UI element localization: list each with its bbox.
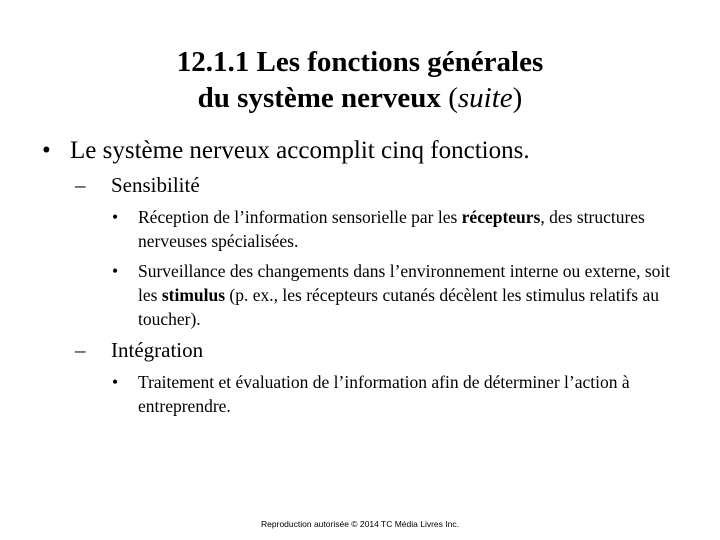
dash-icon: – [75,338,86,362]
main-bullet-text: Le système nerveux accomplit cinq fonctions. [70,137,530,164]
bullet-icon: • [42,137,51,164]
sub-bullet-text [138,259,672,331]
main-bullet-item [42,137,530,165]
title-line-2-main: du système nerveux [197,82,441,114]
bold-term: stimulus [161,285,226,305]
sub-bullet-text [138,205,672,253]
section-heading-text: Intégration [111,338,204,362]
title-line-1: 12.1.1 Les fonctions générales [176,46,544,78]
slide-title [0,44,720,116]
title-paren-close: ) [512,82,523,114]
title-paren-open: ( [448,82,458,114]
footer-copyright: Reproduction autorisée © 2014 TC Média Livres Inc. [261,519,459,529]
dash-icon: – [75,173,86,197]
text-run: Réception de l’information sensorielle par les [138,207,462,227]
sub-bullet-item [112,370,672,418]
text-run: , des structures nerveuses spécialisées. [138,207,645,251]
title-line-2 [0,80,720,116]
bullet-icon: • [112,207,119,227]
text-run: Surveillance des changements dans l’environnement interne ou externe, soit les [138,261,671,305]
section-heading-text: Sensibilité [111,173,200,197]
title-suite: suite [457,82,513,114]
bullet-icon: • [112,372,119,392]
sub-bullet-item [112,259,672,331]
sub-bullet-item [112,205,672,253]
bullet-icon: • [112,261,119,281]
section-heading-integration [75,338,203,362]
sub-bullet-text: Traitement et évaluation de l’information afin de déterminer l’action à entreprendre. [138,372,630,416]
text-run: (p. ex., les récepteurs cutanés décèlent les stimulus relatifs au toucher). [138,285,659,329]
bold-term: récepteurs [461,207,541,227]
section-heading-sensibilite [75,173,200,197]
